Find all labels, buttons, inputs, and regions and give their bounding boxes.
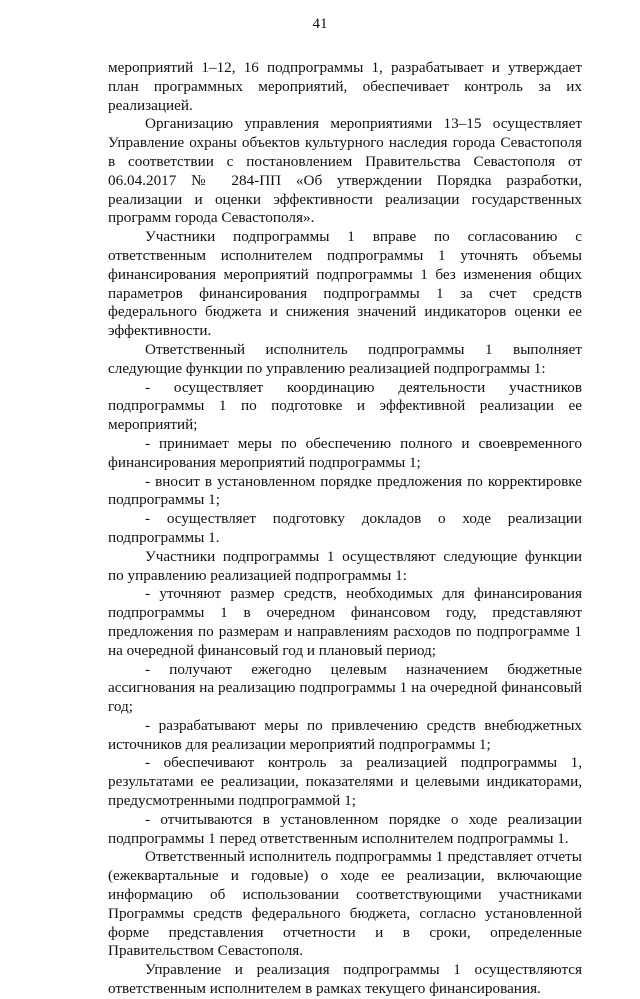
page-number: 41 [312,16,328,32]
list-item-coordination: - осуществляет координацию деятельности участников подпрограммы 1 по подготовке и эффективной реализации ее мероприятий; [108,378,582,434]
list-item-receive-allocations: - получают ежегодно целевым назначением бюджетные ассигнования на реализацию подпрограммы 1 на очередной финансовый год; [108,660,582,716]
paragraph-final: Управление и реализация подпрограммы 1 осуществляются ответственным исполнителем в рамках текущего финансирования. [108,961,582,998]
paragraph-1: мероприятий 1–12, 16 подпрограммы 1, разрабатывает и утверждает план программных мероприятий, обеспечивает контроль за их реализацией. [108,59,582,114]
document-body [108,59,582,999]
paragraph-participants-functions: Участники подпрограммы 1 осуществляют следующие функции по управлению реализацией подпрограммы 1: [108,547,582,584]
list-item-control: - обеспечивают контроль за реализацией подпрограммы 1, результатами ее реализации, показателями и целевыми индикаторами, предусмотренными подпрограммой 1; [108,754,582,810]
list-item-financing: - принимает меры по обеспечению полного и своевременного финансирования мероприятий подпрограммы 1; [108,434,582,471]
paragraph-3: Участники подпрограммы 1 вправе по согласованию с ответственным исполнителем подпрограммы 1 уточнять объемы финансирования мероприятий подпрограммы 1 без изменения общих параметров финансирования подпрограммы 1 за счет средств федерального бюджета и снижения значений индикаторов оценки ее эффективности. [108,228,582,340]
paragraph-reporting: Ответственный исполнитель подпрограммы 1 представляет отчеты (ежеквартальные и годовые) о ходе ее реализации, включающие информацию об использовании соответствующими участниками Программы средств федерального бюджета, согласно установленной форме представления отчетности и в сроки, определенные Правительством Севастополя. [108,848,582,960]
list-item-proposals: - вносит в установленном порядке предложения по корректировке подпрограммы 1; [108,472,582,509]
list-item-reports: - осуществляет подготовку докладов о ходе реализации подпрограммы 1. [108,510,582,546]
list-item-clarify-funds: - уточняют размер средств, необходимых для финансирования подпрограммы 1 в очередном финансовом году, представляют предложения по размерам и направлениям расходов по подпрограмме 1 на очередной финансовый год и плановый период; [108,585,582,659]
paragraph-4: Ответственный исполнитель подпрограммы 1 выполняет следующие функции по управлению реализацией подпрограммы 1: [108,340,582,377]
paragraph-2: Организацию управления мероприятиями 13–15 осуществляет Управление охраны объектов культурного наследия города Севастополя в соответствии с постановлением Правительства Севастополя от 06.04.2017 № 284-ПП «Об утверждении Порядка разработки, реализации и оценки эффективности реализации государственных программ города Севастополя». [108,115,582,227]
list-item-accountability: - отчитываются в установленном порядке о ходе реализации подпрограммы 1 перед ответственным исполнителем подпрограммы 1. [108,810,582,847]
list-item-extrabudgetary: - разрабатывают меры по привлечению средств внебюджетных источников для реализации мероприятий подпрограммы 1; [108,716,582,753]
